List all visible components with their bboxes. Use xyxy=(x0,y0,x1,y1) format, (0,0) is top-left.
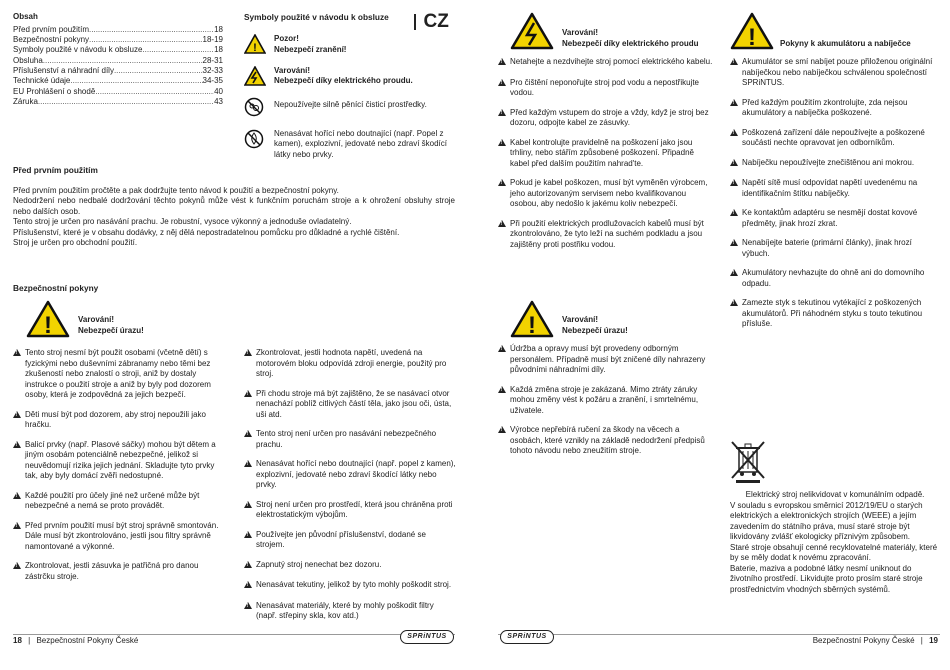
safety-item xyxy=(244,348,456,380)
safety-item-text: Zkontrolovat, jestli zásuvka je patřičná pro danou zástrčku stroje. xyxy=(25,561,199,581)
toc-row[interactable] xyxy=(13,45,223,55)
svg-text:!: ! xyxy=(748,24,756,50)
no-foam-icon xyxy=(244,97,274,121)
before-para: Stroj je určen pro obchodní použití. xyxy=(13,238,138,247)
toc-leader xyxy=(142,45,214,55)
toc-leader xyxy=(89,25,214,35)
symbol-electric-l1: Varování! xyxy=(274,65,311,75)
safety-item-text: Při chodu stroje má být zajištěno, že se nasávací otvor nenachází poblíž citlivých částí těla, jako jsou oči, ústa, uši atd. xyxy=(256,388,452,419)
warning-bullet-icon xyxy=(244,560,256,572)
battery-item xyxy=(730,298,940,330)
footer-right-text: Bezpečnostní Pokyny České xyxy=(812,636,915,645)
battery-item-text: Akumulátor se smí nabíjet pouze přiloženou originální nabíječkou nebo nabíječkou schválenou společností SPRiNTUS. xyxy=(742,57,933,87)
warning-triangle-icon xyxy=(498,179,506,186)
symbol-no-foam xyxy=(244,97,454,121)
toc-leader xyxy=(114,66,203,76)
weee-para: Elektrický stroj nelikvidovat v komunálním odpadě. xyxy=(745,490,925,499)
svg-text:!: ! xyxy=(253,42,257,54)
warning-bullet-icon xyxy=(498,57,510,69)
battery-item-text: Před každým použitím zkontrolujte, zda nejsou akumulátory a nabíječka poškozené. xyxy=(742,97,908,117)
warning-bullet-icon xyxy=(244,459,256,491)
toc-entry-page: 18 xyxy=(214,24,223,34)
safety-list-col2 xyxy=(244,348,456,631)
toc-entry-title: Před prvním použitím xyxy=(13,24,90,34)
safety-item xyxy=(13,440,225,482)
before-first-use xyxy=(13,165,455,249)
symbol-caution-l1: Pozor! xyxy=(274,34,299,43)
safety-item-text: Děti musí být pod dozorem, aby stroj nepoužili jako hračku. xyxy=(25,409,206,429)
footer-right: Bezpečnostní Pokyny České | 19 xyxy=(812,636,938,645)
brand-logo-right: SPRiNTUS xyxy=(500,630,554,644)
lang-divider xyxy=(414,14,416,30)
page-number-right: 19 xyxy=(929,636,938,645)
safety-item xyxy=(244,530,456,551)
weee-bin-icon xyxy=(728,440,768,488)
toc-title: Obsah xyxy=(13,12,38,21)
lang-code: CZ xyxy=(423,11,449,32)
symbols-list xyxy=(244,34,454,168)
electric-item-text: Pro čištění neponořujte stroj pod vodu a nepostřikujte vodou. xyxy=(510,77,700,97)
warning-triangle-icon xyxy=(730,129,738,136)
toc-leader xyxy=(95,87,214,97)
warning-triangle-icon xyxy=(13,562,21,569)
battery-item xyxy=(730,128,940,149)
footer-rule-right xyxy=(498,634,940,635)
warning-triangle-icon xyxy=(498,139,506,146)
warning-triangle-icon xyxy=(730,159,738,166)
electric-item xyxy=(498,138,713,170)
warning-bullet-icon xyxy=(730,98,742,119)
toc-entry-title: Obsluha xyxy=(13,55,43,65)
warning-triangle-icon xyxy=(498,79,506,86)
safety-item xyxy=(244,389,456,421)
toc-entry-page: 43 xyxy=(214,97,223,107)
before-para: Nedodržení nebo nedbalé dodržování těchto pokynů může vést k funkčním poruchám stroje a k ohrožení obsluhy stroje nebo dalších osob. xyxy=(13,196,455,216)
warning-bullet-icon xyxy=(730,158,742,170)
weee-para: Baterie, maziva a podobné látky nesmí uniknout do životního prostředí. Likvidujte proto prosím staré stroje prostřednictvím vhodných sběrných systémů. xyxy=(730,563,923,594)
safety-item xyxy=(244,601,456,622)
warning-bullet-icon xyxy=(244,601,256,622)
toc-entry-page: 32-33 xyxy=(202,66,223,76)
warning-bullet-icon xyxy=(13,521,25,553)
electric-item-text: Při použití elektrických prodlužovacích kabelů musí být zkontrolováno, že tyto leží na suchém podkladu a jsou zajištěny proti postřiku vodou. xyxy=(510,218,704,249)
battery-item-text: Ke kontaktům adaptéru se nesmějí dostat kovové předměty, jinak hrozí zkrat. xyxy=(742,208,918,228)
no-burning-materials-icon xyxy=(244,129,274,161)
warning-label: Varování! xyxy=(78,315,115,325)
toc-entry-title: Bezpečnostní pokyny xyxy=(13,34,90,44)
warning-bullet-icon xyxy=(730,298,742,330)
safety-item xyxy=(244,560,456,572)
battery-title: Pokyny k akumulátoru a nabíječce xyxy=(780,38,911,48)
electric-item-text: Kabel kontrolujte pravidelně na poškození jako jsou trhliny, nebo stářím způsobené poškození. Připadně kabel před dalším použitím nahrad'te. xyxy=(510,137,694,168)
safety-item xyxy=(13,491,225,512)
safety-item xyxy=(244,459,456,491)
battery-list xyxy=(730,57,940,339)
before-title: Před prvním použitím xyxy=(13,165,98,175)
safety-item xyxy=(244,429,456,450)
warning-sub: Nebezpečí úrazu! xyxy=(78,325,144,335)
toc-row[interactable] xyxy=(13,87,223,97)
battery-item xyxy=(730,158,940,170)
warning-bullet-icon xyxy=(730,268,742,289)
warning-triangle-icon xyxy=(13,411,21,418)
warning-bullet-icon xyxy=(730,57,742,89)
injury-item xyxy=(498,385,713,417)
injury-item xyxy=(498,344,713,376)
safety-item-text: Nenasávat tekutiny, jelikož by tyto mohly poškodit stroj. xyxy=(256,580,452,589)
safety-item-text: Tento stroj není určen pro nasávání nebezpečného prachu. xyxy=(256,429,437,449)
warning-bullet-icon xyxy=(244,429,256,450)
symbol-no-foam-text: Nepoužívejte silně pěnící čisticí prostředky. xyxy=(274,100,427,109)
warning-triangle-icon xyxy=(13,349,21,356)
toc-entry-title: Příslušenství a náhradní díly xyxy=(13,66,114,76)
safety-title: Bezpečnostní pokyny xyxy=(13,283,99,293)
warning-triangle-icon xyxy=(730,179,738,186)
electric-warning-label: Varování! xyxy=(562,28,599,38)
battery-item-text: Akumulátory nevhazujte do ohně ani do domovního odpadu. xyxy=(742,268,925,288)
toc-row[interactable] xyxy=(13,66,223,76)
toc xyxy=(13,12,223,108)
injury-list xyxy=(498,344,713,466)
electric-warning-header xyxy=(510,12,698,54)
toc-entry-page: 28-31 xyxy=(202,55,223,65)
toc-entry-page: 18 xyxy=(214,45,223,55)
warning-triangle-icon xyxy=(244,34,274,58)
electric-warning-sub: Nebezpečí díky elektrického proudu xyxy=(562,38,699,48)
weee-para: V souladu s evropskou směrnicí 2012/19/EU o starých elektrických a elektronických strojích (WEEE) a jejím zavedením do státního práva, musí staré stroje být likvidovány zvlášť ekologicky příznivým způsobem. xyxy=(730,500,923,541)
warning-bullet-icon xyxy=(498,385,510,417)
toc-leader xyxy=(89,35,202,45)
warning-bullet-icon xyxy=(730,208,742,229)
toc-leader xyxy=(70,76,202,86)
symbol-no-burning-text: Nenasávat hořící nebo doutnající (např. Popel z kamen), explozivní, jedovaté nebo zdraví škodící látky nebo prvky. xyxy=(274,128,447,159)
warning-triangle-icon xyxy=(244,390,252,397)
before-para: Příslušenství, které je v obsahu dodávky, z něj dělá nepostradatelnou pomůcku pro důkladné a rychlé čištění. xyxy=(13,227,400,237)
before-para: Tento stroj je určen pro nasávání prachu. Je robustní, vysoce výkonný a jednoduše ovladatelný. xyxy=(13,217,352,226)
battery-item-text: Poškozená zařízení dále nepoužívejte a poškozené součásti nechte opravovat jen odborníkům. xyxy=(742,127,925,147)
toc-leader xyxy=(38,97,214,107)
toc-row[interactable] xyxy=(13,56,223,66)
battery-item-text: Zamezte styk s tekutinou vytékající z poškozených akumulátorů. Při náhodném styku s touto tekutinou přísluše. xyxy=(742,298,923,328)
safety-item-text: Nenasávat materiály, které by mohly poškodit filtry (např. střepiny skla, kov atd.) xyxy=(256,600,434,620)
warning-triangle-icon xyxy=(26,300,70,342)
warning-triangle-icon xyxy=(13,522,21,529)
warning-triangle-icon xyxy=(730,99,738,106)
symbol-no-burning xyxy=(244,129,454,161)
weee-para: Staré stroje obsahují cenné recyklovatelné materiály, které by se měly dodat k novému zpracování. xyxy=(730,542,938,562)
electric-hazard-icon xyxy=(244,66,274,90)
warning-bullet-icon xyxy=(498,425,510,457)
battery-item xyxy=(730,208,940,229)
lang-marker xyxy=(414,12,449,32)
electric-item-text: Netahejte a nezdvihejte stroj pomocí elektrického kabelu. xyxy=(510,57,713,66)
injury-item xyxy=(498,425,713,457)
warning-bullet-icon xyxy=(244,500,256,521)
safety-item-text: Před prvním použití musí být stroj správně smontován. Dále musí být zkontrolováno, jestli jsou filtry správně namontované a výkonné. xyxy=(25,520,219,551)
toc-row[interactable] xyxy=(13,97,223,107)
safety-item-text: Zkontrolovat, jestli hodnota napětí, uvedená na motorovém bloku odpovídá zdroji energie, použitý pro stroj. xyxy=(256,348,447,378)
warning-bullet-icon xyxy=(244,530,256,551)
warning-triangle-icon xyxy=(730,239,738,246)
warning-triangle-icon xyxy=(730,58,738,65)
toc-entry-title: EU Prohlášení o shodě xyxy=(13,86,96,96)
toc-entry-page: 40 xyxy=(214,86,223,96)
warning-bullet-icon xyxy=(730,178,742,199)
warning-triangle-icon xyxy=(244,581,252,588)
injury-warning-label: Varování! xyxy=(562,315,599,325)
warning-triangle-icon xyxy=(730,299,738,306)
injury-item-text: Každá změna stroje je zakázaná. Mimo ztráty záruky mohou změny vést k požáru a zranění, i smrtelnému, uživatele. xyxy=(510,384,699,415)
warning-triangle-icon xyxy=(244,501,252,508)
electric-item-text: Pokud je kabel poškozen, musí být vyměněn výrobcem, jeho autorizovaným servisem nebo kvalifikovanou osobou, aby nedošlo k jakému koliv nebezpečí. xyxy=(510,178,708,208)
symbol-electric-l2: Nebezpečí díky elektrického proudu. xyxy=(274,76,413,85)
footer-rule-left xyxy=(13,634,455,635)
warning-triangle-icon xyxy=(498,426,506,433)
electric-item-text: Před každým vstupem do stroje a vždy, když je stroj bez dozoru, odpojte kabel ze zásuvky. xyxy=(510,107,709,127)
toc-list xyxy=(13,25,223,108)
electric-item xyxy=(498,219,713,251)
warning-triangle-icon xyxy=(244,460,252,467)
warning-triangle-icon xyxy=(498,58,506,65)
battery-item xyxy=(730,98,940,119)
battery-item xyxy=(730,57,940,89)
warning-triangle-icon xyxy=(498,386,506,393)
safety-item-text: Každé použití pro účely jiné než určené může být nebezpečné a nemá se proto provádět. xyxy=(25,490,200,510)
injury-item-text: Údržba a opravy musí být provedeny odborným personálem. Případně musí být zničené díly nahrazeny původními náhradními díly. xyxy=(510,344,706,374)
safety-item xyxy=(244,580,456,592)
battery-header xyxy=(730,12,911,54)
battery-item xyxy=(730,268,940,289)
svg-text:!: ! xyxy=(528,312,536,338)
safety-item-text: Nenasávat hořící nebo doutnající (např. popel z kamen), explozivní, jedovaté nebo zdraví škodící látky nebo prvky. xyxy=(256,459,456,489)
electric-item xyxy=(498,78,713,99)
injury-warning-header xyxy=(510,300,628,342)
battery-item-text: Nabíječku nepoužívejte znečištěnou ani mokrou. xyxy=(742,157,915,167)
warning-bullet-icon xyxy=(498,178,510,210)
toc-row[interactable] xyxy=(13,35,223,45)
warning-triangle-icon xyxy=(498,220,506,227)
battery-item-text: Nenabíjejte baterie (primární články), jinak hrozí výbuch. xyxy=(742,238,912,258)
safety-item xyxy=(13,348,225,401)
before-para: Před prvním použitím pročtěte a pak dodržujte tento návod k použití a bezpečnostní pokyny. xyxy=(13,185,339,195)
brand-logo-left: SPRiNTUS xyxy=(400,630,454,644)
battery-item xyxy=(730,178,940,199)
warning-triangle-icon xyxy=(244,602,252,609)
warning-triangle-icon xyxy=(510,300,554,342)
toc-entry-title: Technické údaje xyxy=(13,76,71,86)
warning-triangle-icon xyxy=(498,109,506,116)
safety-item-text: Stroj není určen pro prostředí, která jsou chráněna proti elektrostatickým výbojům. xyxy=(256,499,453,519)
warning-bullet-icon xyxy=(13,491,25,512)
symbols-title: Symboly použité v návodu k obsluze xyxy=(244,12,389,22)
warning-bullet-icon xyxy=(244,348,256,380)
symbol-electric xyxy=(244,66,454,90)
warning-bullet-icon xyxy=(244,580,256,592)
battery-item xyxy=(730,238,940,259)
warning-triangle-icon xyxy=(730,269,738,276)
warning-bullet-icon xyxy=(13,348,25,401)
safety-item xyxy=(13,561,225,582)
warning-bullet-icon xyxy=(498,138,510,170)
safety-warning-header xyxy=(26,300,144,342)
battery-item-text: Napětí sítě musí odpovídat napětí uvedenému na identifikačním štítku nabíječky. xyxy=(742,178,918,198)
safety-list-col1 xyxy=(13,348,225,591)
weee-text xyxy=(730,490,940,595)
toc-row[interactable] xyxy=(13,25,223,35)
warning-triangle-icon xyxy=(13,492,21,499)
electric-item xyxy=(498,108,713,129)
warning-triangle-icon xyxy=(730,12,774,54)
warning-triangle-icon xyxy=(13,441,21,448)
svg-text:!: ! xyxy=(44,312,52,338)
warning-bullet-icon xyxy=(498,108,510,129)
footer-left: 18 | Bezpečnostní Pokyny České xyxy=(13,636,139,645)
electric-list xyxy=(498,57,713,259)
warning-triangle-icon xyxy=(244,349,252,356)
warning-bullet-icon xyxy=(13,410,25,431)
warning-triangle-icon xyxy=(244,430,252,437)
warning-bullet-icon xyxy=(13,561,25,582)
toc-entry-page: 18-19 xyxy=(202,34,223,44)
toc-entry-page: 34-35 xyxy=(202,76,223,86)
warning-bullet-icon xyxy=(498,219,510,251)
toc-row[interactable] xyxy=(13,76,223,86)
safety-item xyxy=(13,410,225,431)
warning-bullet-icon xyxy=(244,389,256,421)
warning-bullet-icon xyxy=(730,128,742,149)
safety-item-text: Tento stroj nesmí být použit osobami (včetně dětí) s fyzickými nebo duševními zábranamy nebo těmi bez zkušeností nebo znalostí o stroji, aniž by dostaly instrukce o použití stroje a aniž by byly pod dozorem osoby, která je zodpovědná za jejich bezpečí. xyxy=(25,348,211,399)
toc-leader xyxy=(43,56,203,66)
warning-triangle-icon xyxy=(498,345,506,352)
footer-left-text: Bezpečnostní Pokyny České xyxy=(36,636,139,645)
toc-entry-title: Symboly použité v návodu k obsluze xyxy=(13,45,143,55)
warning-triangle-icon xyxy=(244,561,252,568)
safety-item-text: Balicí prvky (např. Plasové sáčky) mohou být dětem a jiným osobám potenciálně nebezpečné, jelikož si neuvědomují rizika jejich jednání. Skladujte tyto prvky tak, aby byly domácí zvěři nedostupné. xyxy=(25,439,216,480)
electric-item xyxy=(498,178,713,210)
injury-warning-sub: Nebezpečí úrazu! xyxy=(562,325,628,335)
toc-entry-title: Záruka xyxy=(13,97,38,107)
warning-bullet-icon xyxy=(498,78,510,99)
safety-item xyxy=(13,521,225,553)
symbol-caution-l2: Nebezpečí zranění! xyxy=(274,44,347,54)
warning-bullet-icon xyxy=(498,344,510,376)
safety-item xyxy=(244,500,456,521)
electric-item xyxy=(498,57,713,69)
injury-item-text: Výrobce nepřebírá ručení za škody na věcech a osobách, které vznikly na základě nedodržení předpisů tohoto návodu nebo zneužitím stroje. xyxy=(510,425,705,455)
warning-triangle-icon xyxy=(244,531,252,538)
warning-triangle-icon xyxy=(730,209,738,216)
electric-hazard-icon xyxy=(510,12,554,54)
safety-item-text: Zapnutý stroj nenechat bez dozoru. xyxy=(256,559,382,569)
warning-bullet-icon xyxy=(730,238,742,259)
warning-bullet-icon xyxy=(13,440,25,482)
symbol-caution xyxy=(244,34,454,58)
safety-item-text: Používejte jen původní příslušenství, dodané se strojem. xyxy=(256,529,426,549)
page-number-left: 18 xyxy=(13,636,22,645)
